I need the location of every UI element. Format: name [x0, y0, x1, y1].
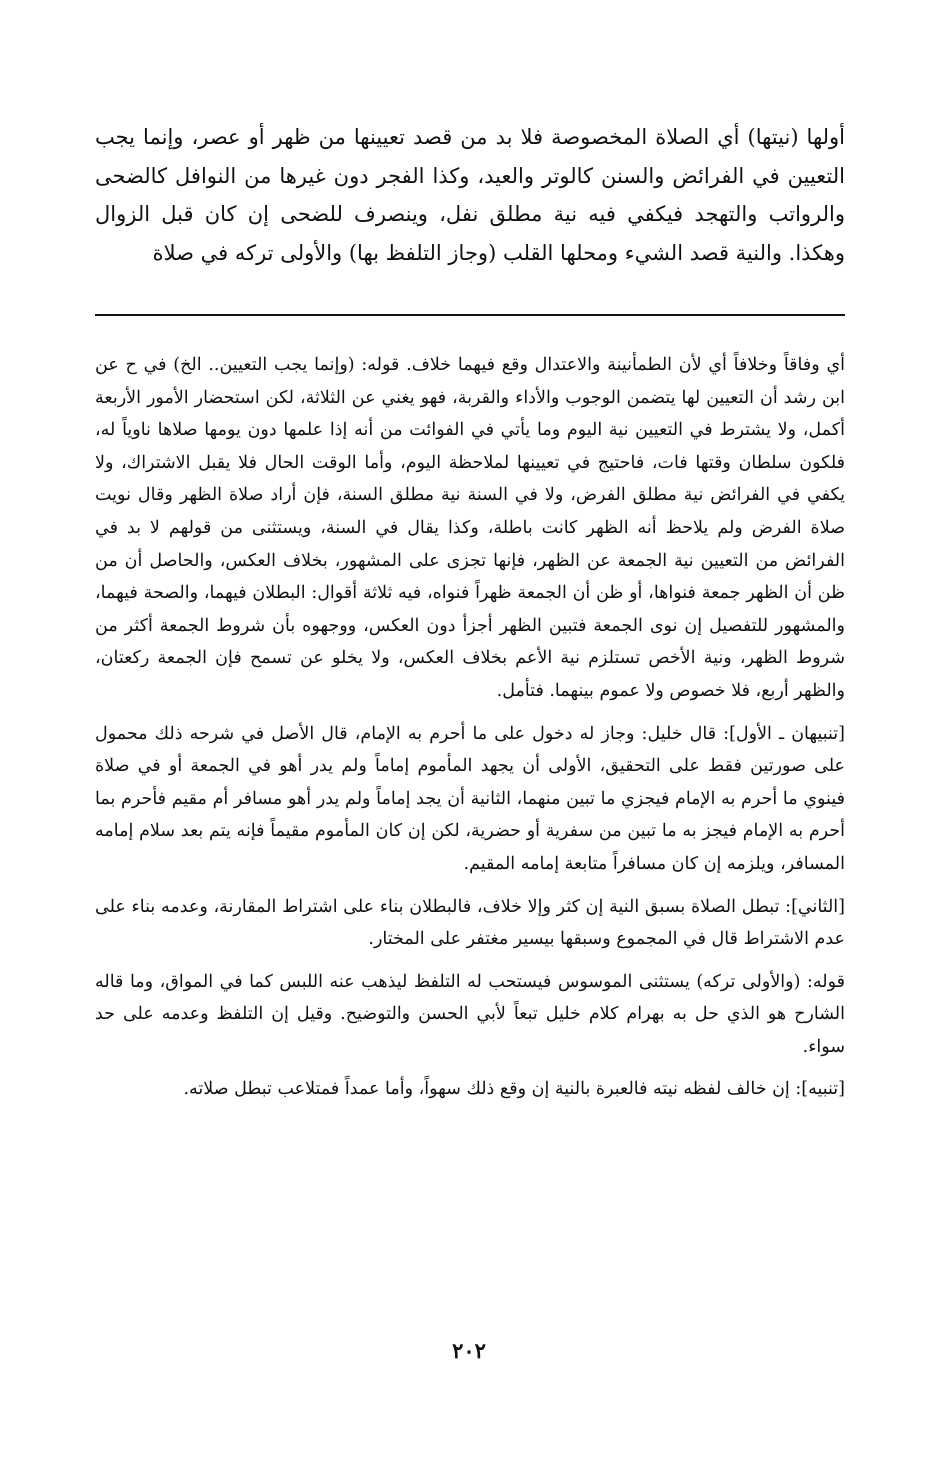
footnote-paragraph-5: [تنبيه]: إن خالف لفظه نيته فالعبرة بالنية إن وقع ذلك سهواً، وأما عمداً فمتلاعب تبطل صلاته. — [183, 1079, 845, 1100]
page-number: ٢٠٢ — [452, 1338, 486, 1363]
footnote-divider — [95, 314, 845, 316]
footnote-paragraph-2: [تنبيهان ـ الأول]: قال خليل: وجاز له دخول على ما أحرم به الإمام، قال الأصل في شرحه ذلك محمول على صورتين فقط على التحقيق، الأولى أن يجهد المأموم إماماً ولم يدر أهو في الجمعة أو في صلاة فينوي ما أحرم به الإمام فيجزي ما تبين منهما، الثانية أن يجد إماماً ولم يدر أهو مسافر أم مقيم فأحرم بما أحرم به الإمام فيجز به ما تبين من سفرية أو حضرية، لكن إن كان المأموم مقيماً فإنه يتم بعد سلام إمامه المسافر، ويلزمه إن كان مسافراً متابعة إمامه المقيم. — [95, 723, 845, 874]
footnote-paragraph-1: أي وفاقاً وخلافاً أي لأن الطمأنينة والاعتدال وقع فيهما خلاف. قوله: (وإنما يجب التعيين.. الخ) في ح عن ابن رشد أن التعيين لها يتضمن الوجوب والأداء والقربة، فهو يغني عن الثلاثة، لكن استحضار الأمور الأربعة أكمل، ولا يشترط في التعيين نية اليوم وما يأتي في الفوائت من أنه إذا علمها دون يومها صلاها ناوياً له، فلكون سلطان وقتها فات، فاحتيج في تعيينها لملاحظة اليوم، وأما الوقت الحال فلا يقبل الاشتراك، ولا يكفي في الفرائض نية مطلق الفرض، ولا في السنة نية مطلق السنة، فإن أراد صلاة الظهر وقال نويت صلاة الفرض ولم يلاحظ أنه الظهر كانت باطلة، وكذا يقال في السنة، ويستثنى من قولهم لا بد في الفرائض من التعيين نية الجمعة عن الظهر، فإنها تجزى على المشهور، بخلاف العكس، والحاصل أن من ظن أن الظهر جمعة فنواها، أو ظن أن الجمعة ظهراً فنواه، فيه ثلاثة أقوال: البطلان فيهما، والصحة فيهما، والمشهور للتفصيل إن نوى الجمعة فتبين الظهر أجزأ دون العكس، ووجهوه بأن شروط الجمعة أكثر من شروط الظهر، ونية الأخص تستلزم نية الأعم بخلاف العكس، ولا يخلو عن تسمح فإن الجمعة ركعتان، والظهر أربع، فلا خصوص ولا عموم بينهما. فتأمل. — [95, 355, 845, 701]
footnote-paragraph-3: [الثاني]: تبطل الصلاة بسبق النية إن كثر وإلا خلاف، فالبطلان بناء على اشتراط المقارنة، وعدمه بناء على عدم الاشتراط قال في المجموع وسبقها بيسير مغتفر على المختار. — [95, 896, 845, 950]
footnotes-section — [95, 349, 845, 1116]
main-text-paragraph: أولها (نيتها) أي الصلاة المخصوصة فلا بد من قصد تعيينها من ظهر أو عصر، وإنما يجب التعيين في الفرائض والسنن كالوتر والعيد، وكذا الفجر دون غيرها من النوافل كالضحى والرواتب والتهجد فيكفي فيه نية مطلق نفل، وينصرف للضحى إن كان قبل الزوال وهكذا. والنية قصد الشيء ومحلها القلب (وجاز التلفظ بها) والأولى تركه في صلاة — [95, 125, 845, 265]
footnote-paragraph-4: قوله: (والأولى تركه) يستثنى الموسوس فيستحب له التلفظ ليذهب عنه اللبس كما في المواق، وما قاله الشارح هو الذي حل به بهرام كلام خليل تبعاً لأبي الحسن والتوضيح. وقيل إن التلفظ وعدمه على حد سواء. — [95, 971, 845, 1057]
